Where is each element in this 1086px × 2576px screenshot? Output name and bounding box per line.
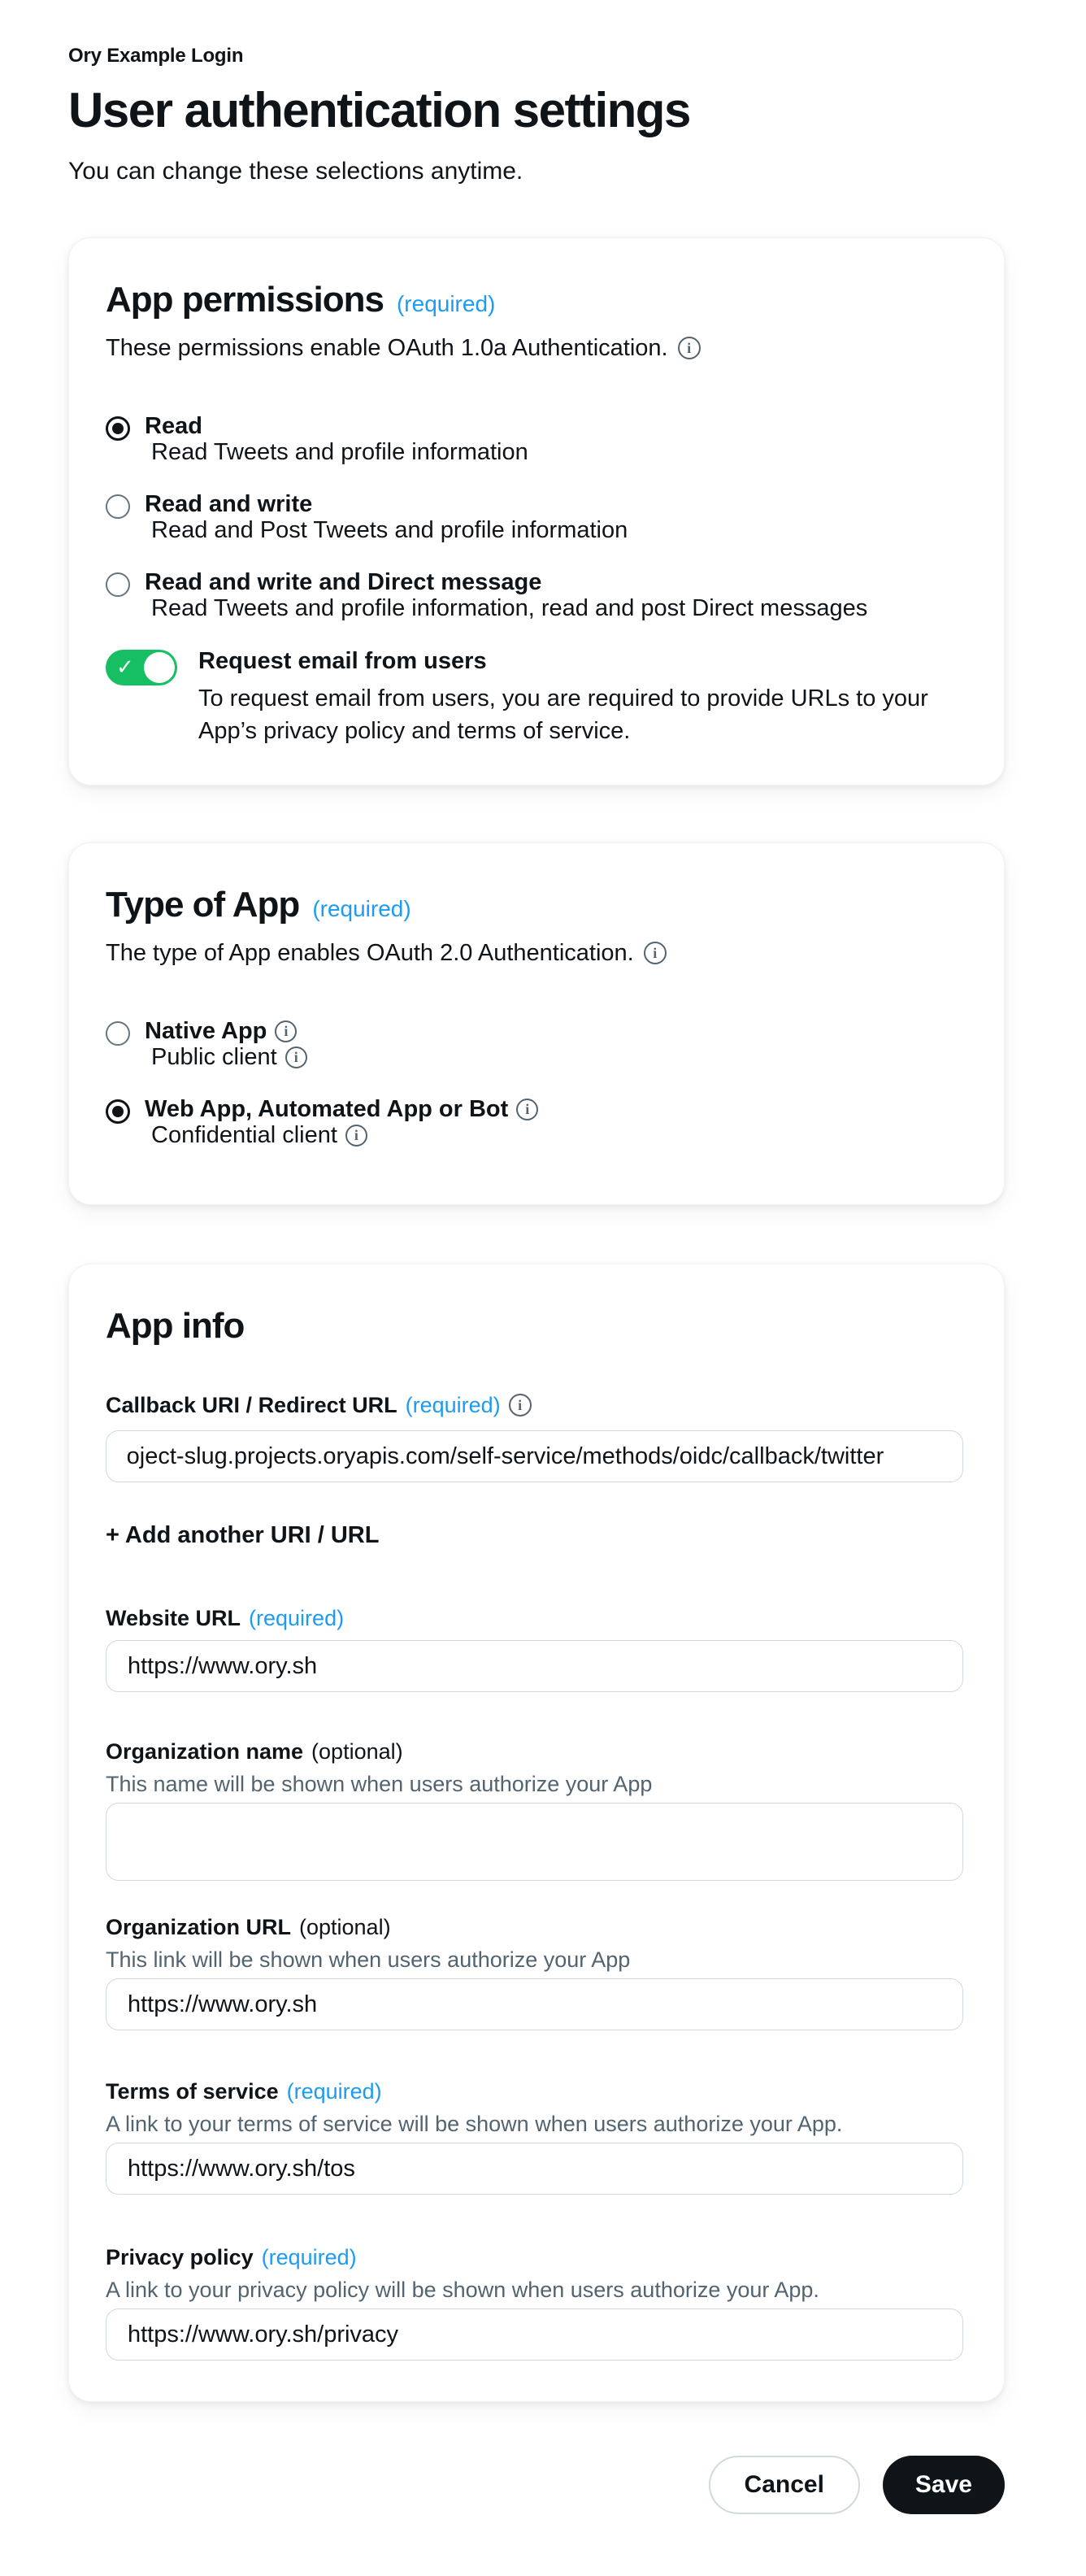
organization-name-field bbox=[106, 1738, 963, 1881]
app-title: Ory Example Login bbox=[68, 45, 244, 67]
radio-description: Read Tweets and profile information, read and post Direct messages bbox=[151, 595, 868, 621]
app-permissions-title: App permissions bbox=[106, 280, 384, 320]
privacy-policy-label: Privacy policy bbox=[106, 2245, 254, 2269]
organization-url-label: Organization URL bbox=[106, 1915, 291, 1939]
footer-actions bbox=[68, 2456, 1005, 2566]
required-tag: (required) bbox=[312, 896, 411, 921]
cancel-button[interactable]: Cancel bbox=[709, 2456, 860, 2514]
radio-label: Web App, Automated App or Bot bbox=[145, 1096, 509, 1122]
radio-label: Read bbox=[145, 413, 202, 439]
radio-label: Read and write bbox=[145, 491, 313, 517]
radio-label: Native App bbox=[145, 1018, 267, 1044]
callback-url-field bbox=[106, 1391, 963, 1482]
privacy-policy-input[interactable] bbox=[106, 2308, 963, 2361]
type-of-app-title: Type of App bbox=[106, 885, 300, 925]
app-permissions-description: These permissions enable OAuth 1.0a Authentication. bbox=[106, 335, 668, 361]
radio-description: Read and Post Tweets and profile information bbox=[151, 517, 628, 543]
organization-url-field bbox=[106, 1913, 963, 2030]
info-icon[interactable]: i bbox=[509, 1394, 532, 1416]
info-icon[interactable]: i bbox=[644, 942, 667, 964]
info-icon[interactable]: i bbox=[678, 337, 701, 359]
app-info-card bbox=[68, 1264, 1005, 2402]
radio-icon[interactable] bbox=[106, 572, 130, 597]
organization-name-label: Organization name bbox=[106, 1739, 304, 1764]
type-of-app-radio-group bbox=[106, 1019, 963, 1147]
radio-icon[interactable] bbox=[106, 1021, 130, 1046]
website-url-input[interactable] bbox=[106, 1640, 963, 1692]
request-email-label: Request email from users bbox=[198, 648, 487, 674]
radio-selected-icon[interactable] bbox=[106, 1099, 130, 1124]
radio-option-read-write-dm[interactable] bbox=[106, 570, 963, 620]
page-title: User authentication settings bbox=[68, 83, 690, 137]
page-subtitle: You can change these selections anytime. bbox=[68, 158, 523, 185]
terms-of-service-label: Terms of service bbox=[106, 2079, 279, 2104]
info-icon[interactable]: i bbox=[516, 1099, 538, 1120]
terms-of-service-helper: A link to your terms of service will be shown when users authorize your App. bbox=[106, 2112, 843, 2136]
radio-sublabel: Confidential client bbox=[151, 1122, 337, 1148]
request-email-section bbox=[106, 648, 963, 747]
app-permissions-radio-group bbox=[106, 414, 963, 620]
organization-name-input[interactable] bbox=[106, 1803, 963, 1881]
page bbox=[68, 0, 1005, 2566]
organization-url-helper: This link will be shown when users authorize your App bbox=[106, 1947, 631, 1972]
type-of-app-description: The type of App enables OAuth 2.0 Authentication. bbox=[106, 940, 634, 966]
optional-tag: (optional) bbox=[311, 1739, 403, 1764]
organization-name-helper: This name will be shown when users authorize your App bbox=[106, 1772, 653, 1796]
privacy-policy-field bbox=[106, 2243, 963, 2361]
radio-option-read[interactable] bbox=[106, 414, 963, 464]
required-tag: (required) bbox=[261, 2245, 357, 2269]
radio-selected-icon[interactable] bbox=[106, 416, 130, 441]
request-email-description: To request email from users, you are required to provide URLs to your App’s privacy policy and terms of service. bbox=[198, 685, 928, 744]
privacy-policy-helper: A link to your privacy policy will be shown when users authorize your App. bbox=[106, 2278, 819, 2302]
app-permissions-card bbox=[68, 237, 1005, 785]
info-icon[interactable]: i bbox=[275, 1020, 297, 1042]
callback-url-input[interactable] bbox=[106, 1430, 963, 1482]
app-info-title: App info bbox=[106, 1306, 245, 1346]
info-icon[interactable]: i bbox=[345, 1125, 367, 1147]
save-button[interactable]: Save bbox=[883, 2456, 1005, 2514]
callback-url-label: Callback URI / Redirect URL bbox=[106, 1393, 397, 1417]
required-tag: (required) bbox=[286, 2079, 382, 2104]
required-tag: (required) bbox=[396, 291, 496, 316]
terms-of-service-input[interactable] bbox=[106, 2143, 963, 2195]
add-uri-link[interactable]: + Add another URI / URL bbox=[106, 1522, 380, 1548]
website-url-field bbox=[106, 1604, 963, 1692]
toggle-knob bbox=[144, 652, 175, 683]
radio-icon[interactable] bbox=[106, 494, 130, 519]
required-tag: (required) bbox=[405, 1393, 501, 1417]
radio-option-web-app[interactable] bbox=[106, 1097, 963, 1147]
website-url-label: Website URL bbox=[106, 1606, 241, 1630]
radio-sublabel: Public client bbox=[151, 1044, 277, 1070]
check-icon: ✓ bbox=[116, 655, 134, 679]
terms-of-service-field bbox=[106, 2078, 963, 2195]
request-email-toggle[interactable] bbox=[106, 650, 177, 685]
optional-tag: (optional) bbox=[299, 1915, 391, 1939]
info-icon[interactable]: i bbox=[285, 1046, 307, 1068]
radio-label: Read and write and Direct message bbox=[145, 569, 542, 595]
type-of-app-card bbox=[68, 842, 1005, 1205]
organization-url-input[interactable] bbox=[106, 1978, 963, 2030]
radio-option-read-write[interactable] bbox=[106, 492, 963, 542]
radio-option-native-app[interactable] bbox=[106, 1019, 963, 1069]
radio-description: Read Tweets and profile information bbox=[151, 439, 528, 465]
required-tag: (required) bbox=[249, 1606, 345, 1630]
